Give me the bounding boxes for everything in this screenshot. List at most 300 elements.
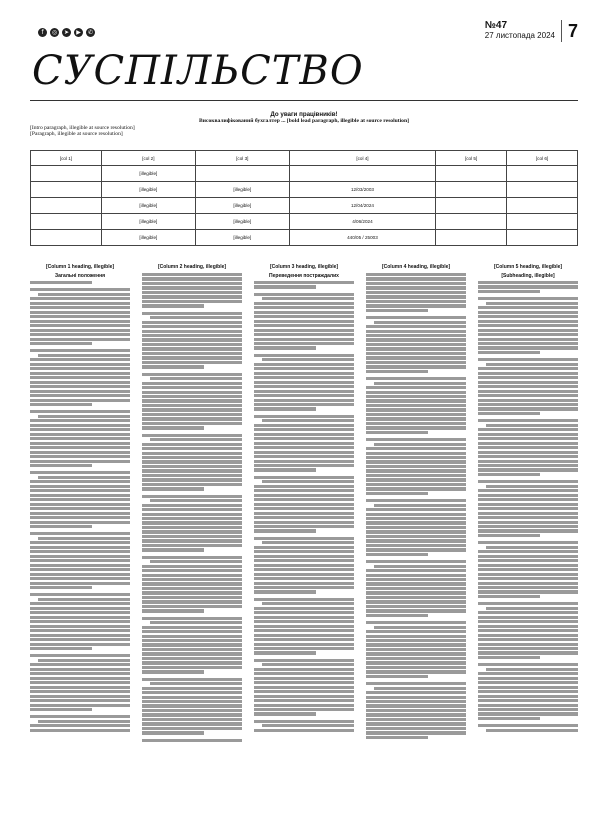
intro-paragraph: [Paragraph, illegible at source resolution] bbox=[30, 131, 123, 138]
text-line bbox=[478, 376, 578, 379]
text-line bbox=[254, 329, 354, 332]
column-body bbox=[366, 273, 466, 739]
table-header-cell: [col 2] bbox=[101, 151, 195, 166]
text-line bbox=[142, 391, 242, 394]
text-line bbox=[142, 361, 242, 364]
text-line bbox=[478, 512, 578, 515]
text-line bbox=[478, 651, 578, 654]
text-line bbox=[366, 569, 466, 572]
text-line bbox=[142, 704, 242, 707]
text-line bbox=[254, 446, 354, 449]
text-line bbox=[366, 277, 466, 280]
text-line bbox=[478, 521, 578, 524]
text-line bbox=[478, 625, 578, 628]
text-line bbox=[30, 302, 130, 305]
text-line bbox=[254, 720, 354, 723]
text-line bbox=[254, 507, 354, 510]
text-line bbox=[366, 530, 466, 533]
text-line bbox=[374, 687, 466, 690]
text-line bbox=[478, 433, 578, 436]
text-line bbox=[478, 677, 578, 680]
text-line bbox=[262, 358, 354, 361]
text-line bbox=[262, 663, 354, 666]
text-line bbox=[254, 672, 354, 675]
text-line bbox=[366, 578, 466, 581]
text-line bbox=[142, 291, 242, 294]
text-line bbox=[142, 643, 242, 646]
text-line bbox=[366, 517, 466, 520]
text-line bbox=[142, 582, 242, 585]
column-heading: [Column 5 heading, illegible] bbox=[493, 264, 563, 270]
text-line bbox=[30, 455, 130, 458]
text-line bbox=[366, 334, 466, 337]
text-line bbox=[30, 677, 130, 680]
text-line bbox=[38, 659, 130, 662]
table-cell: 440/05 / 25003 bbox=[289, 230, 435, 246]
text-line bbox=[142, 556, 242, 559]
text-line bbox=[30, 573, 130, 576]
text-line bbox=[254, 564, 354, 567]
text-line bbox=[478, 699, 578, 702]
text-line bbox=[366, 722, 466, 725]
column-subheading: Загальні положення bbox=[54, 273, 106, 279]
text-line bbox=[478, 550, 578, 553]
text-line bbox=[142, 495, 242, 498]
text-line bbox=[254, 306, 354, 309]
text-line bbox=[478, 489, 578, 492]
text-line bbox=[38, 354, 130, 357]
table-header-cell: [col 4] bbox=[289, 151, 435, 166]
text-line bbox=[478, 503, 578, 506]
text-line bbox=[142, 727, 242, 730]
text-line bbox=[254, 529, 316, 532]
text-line bbox=[142, 413, 242, 416]
text-line bbox=[30, 385, 130, 388]
text-line bbox=[486, 424, 578, 427]
column-heading: [Column 2 heading, illegible] bbox=[157, 264, 227, 270]
text-line bbox=[142, 544, 242, 547]
text-line bbox=[30, 433, 130, 436]
text-line bbox=[366, 591, 466, 594]
text-line bbox=[30, 399, 130, 402]
text-line bbox=[254, 363, 354, 366]
text-line bbox=[30, 464, 92, 467]
text-line bbox=[142, 713, 242, 716]
text-line bbox=[142, 591, 242, 594]
text-line bbox=[366, 605, 466, 608]
text-line bbox=[478, 385, 578, 388]
text-line bbox=[142, 460, 242, 463]
text-line bbox=[142, 504, 242, 507]
table-cell: [illegible] bbox=[101, 182, 195, 198]
text-line bbox=[478, 285, 578, 288]
text-line bbox=[30, 394, 130, 397]
text-line bbox=[366, 657, 466, 660]
text-line bbox=[366, 630, 466, 633]
text-line bbox=[366, 675, 428, 678]
text-line bbox=[366, 508, 466, 511]
text-line bbox=[30, 428, 130, 431]
text-line bbox=[30, 647, 92, 650]
text-line bbox=[366, 395, 466, 398]
column-subheading: Переведення постраждалих bbox=[269, 273, 339, 279]
article-columns bbox=[30, 262, 578, 822]
text-line bbox=[366, 548, 466, 551]
text-line bbox=[254, 559, 354, 562]
text-line bbox=[142, 295, 242, 298]
text-line bbox=[142, 395, 242, 398]
text-line bbox=[150, 499, 242, 502]
text-line bbox=[30, 338, 130, 341]
text-line bbox=[142, 539, 242, 542]
table-cell: [illegible] bbox=[195, 230, 289, 246]
text-line bbox=[366, 300, 466, 303]
text-line bbox=[478, 656, 540, 659]
text-line bbox=[142, 426, 204, 429]
text-line bbox=[30, 634, 130, 637]
text-line bbox=[142, 399, 242, 402]
text-line bbox=[478, 573, 578, 576]
text-line bbox=[478, 338, 578, 341]
text-line bbox=[30, 349, 130, 352]
text-line bbox=[478, 498, 578, 501]
table-cell: 12/04/2024 bbox=[289, 198, 435, 214]
text-line bbox=[142, 286, 242, 289]
text-line bbox=[142, 652, 242, 655]
text-line bbox=[478, 595, 540, 598]
text-line bbox=[142, 661, 242, 664]
text-line bbox=[366, 670, 466, 673]
text-line bbox=[254, 638, 354, 641]
text-line bbox=[142, 474, 242, 477]
facebook-icon: f bbox=[38, 28, 47, 37]
text-line bbox=[478, 480, 578, 483]
text-line bbox=[486, 729, 578, 732]
text-line bbox=[478, 634, 578, 637]
social-icons bbox=[38, 28, 95, 37]
text-line bbox=[366, 544, 466, 547]
text-line bbox=[478, 464, 578, 467]
text-line bbox=[254, 476, 354, 479]
text-line bbox=[478, 555, 578, 558]
text-line bbox=[478, 672, 578, 675]
text-line bbox=[142, 587, 242, 590]
text-line bbox=[478, 616, 578, 619]
text-line bbox=[30, 410, 130, 413]
text-line bbox=[30, 451, 130, 454]
text-line bbox=[254, 489, 354, 492]
text-line bbox=[254, 451, 354, 454]
issue-number: №47 bbox=[484, 20, 508, 31]
text-line bbox=[254, 385, 354, 388]
text-line bbox=[366, 682, 466, 685]
text-line bbox=[478, 686, 578, 689]
text-line bbox=[478, 419, 578, 422]
text-line bbox=[366, 648, 466, 651]
text-line bbox=[142, 569, 242, 572]
text-line bbox=[30, 532, 130, 535]
text-line bbox=[30, 372, 130, 375]
text-line bbox=[30, 625, 130, 628]
text-line bbox=[478, 582, 578, 585]
text-line bbox=[142, 300, 242, 303]
table-row bbox=[31, 166, 578, 182]
text-line bbox=[254, 550, 354, 553]
text-line bbox=[30, 311, 130, 314]
table-row bbox=[31, 214, 578, 230]
text-line bbox=[142, 338, 242, 341]
text-line bbox=[254, 712, 316, 715]
text-line bbox=[30, 471, 130, 474]
text-line bbox=[478, 681, 578, 684]
text-line bbox=[30, 507, 130, 510]
text-line bbox=[366, 295, 466, 298]
text-line bbox=[142, 666, 242, 669]
text-line bbox=[478, 620, 578, 623]
table-cell: 12/03/2003 bbox=[289, 182, 435, 198]
text-line bbox=[142, 365, 204, 368]
text-line bbox=[30, 729, 130, 732]
text-line bbox=[30, 324, 130, 327]
text-line bbox=[478, 647, 578, 650]
text-line bbox=[254, 582, 354, 585]
text-line bbox=[142, 696, 242, 699]
text-line bbox=[254, 708, 354, 711]
text-line bbox=[366, 666, 466, 669]
text-line bbox=[254, 424, 354, 427]
text-line bbox=[366, 609, 466, 612]
text-line bbox=[254, 668, 354, 671]
text-line bbox=[142, 443, 242, 446]
table-header-cell: [col 6] bbox=[507, 151, 578, 166]
text-line bbox=[142, 373, 242, 376]
text-line bbox=[254, 320, 354, 323]
text-line bbox=[366, 499, 466, 502]
table-cell: [illegible] bbox=[101, 214, 195, 230]
text-line bbox=[478, 333, 578, 336]
text-line bbox=[366, 431, 428, 434]
table-cell: [illegible] bbox=[195, 214, 289, 230]
text-line bbox=[142, 434, 242, 437]
text-line bbox=[254, 455, 354, 458]
text-line bbox=[254, 437, 354, 440]
text-line bbox=[366, 704, 466, 707]
text-line bbox=[366, 487, 466, 490]
text-line bbox=[254, 598, 354, 601]
text-line bbox=[254, 607, 354, 610]
text-line bbox=[30, 704, 130, 707]
text-line bbox=[366, 452, 466, 455]
text-line bbox=[254, 281, 354, 284]
text-line bbox=[254, 442, 354, 445]
table-row bbox=[31, 182, 578, 198]
text-line bbox=[30, 629, 130, 632]
text-line bbox=[478, 460, 578, 463]
issue-date: 27 листопада 2024 bbox=[484, 31, 555, 40]
column-body bbox=[142, 273, 242, 742]
table-cell bbox=[31, 166, 102, 182]
text-line bbox=[142, 513, 242, 516]
text-line bbox=[254, 686, 354, 689]
text-line bbox=[254, 285, 316, 288]
text-line bbox=[478, 507, 578, 510]
text-line bbox=[142, 277, 242, 280]
text-line bbox=[30, 607, 130, 610]
text-line bbox=[254, 521, 354, 524]
text-line bbox=[30, 460, 130, 463]
text-line bbox=[142, 347, 242, 350]
text-line bbox=[30, 424, 130, 427]
text-line bbox=[478, 381, 578, 384]
text-line bbox=[366, 422, 466, 425]
text-line bbox=[142, 605, 242, 608]
text-line bbox=[254, 573, 354, 576]
text-line bbox=[254, 611, 354, 614]
text-line bbox=[30, 654, 130, 657]
text-line bbox=[254, 643, 354, 646]
text-line bbox=[366, 526, 466, 529]
text-line bbox=[366, 635, 466, 638]
text-line bbox=[30, 315, 130, 318]
text-line bbox=[478, 541, 578, 544]
text-line bbox=[262, 724, 354, 727]
text-line bbox=[366, 483, 466, 486]
text-line bbox=[366, 643, 466, 646]
article-column-3 bbox=[254, 262, 354, 822]
text-line bbox=[366, 596, 466, 599]
text-line bbox=[254, 342, 354, 345]
text-line bbox=[30, 690, 130, 693]
text-line bbox=[478, 403, 578, 406]
text-line bbox=[30, 586, 92, 589]
text-line bbox=[30, 686, 130, 689]
text-line bbox=[486, 546, 578, 549]
text-line bbox=[254, 394, 354, 397]
text-line bbox=[142, 687, 242, 690]
text-line bbox=[142, 487, 204, 490]
text-line bbox=[254, 346, 316, 349]
text-line bbox=[30, 446, 130, 449]
text-line bbox=[366, 325, 466, 328]
text-line bbox=[366, 521, 466, 524]
text-line bbox=[142, 630, 242, 633]
issue-info bbox=[485, 20, 578, 42]
text-line bbox=[366, 370, 428, 373]
text-line bbox=[30, 541, 130, 544]
text-line bbox=[30, 306, 130, 309]
text-line bbox=[142, 548, 204, 551]
text-line bbox=[478, 724, 578, 727]
text-line bbox=[30, 546, 130, 549]
text-line bbox=[366, 474, 466, 477]
text-line bbox=[142, 657, 242, 660]
text-line bbox=[142, 526, 242, 529]
text-line bbox=[478, 281, 578, 284]
text-line bbox=[478, 577, 578, 580]
text-line bbox=[374, 565, 466, 568]
viber-icon: ✆ bbox=[87, 29, 94, 36]
text-line bbox=[366, 614, 428, 617]
text-line bbox=[142, 670, 204, 673]
text-line bbox=[30, 390, 130, 393]
text-line bbox=[366, 736, 428, 739]
text-line bbox=[254, 315, 354, 318]
text-line bbox=[30, 616, 130, 619]
text-line bbox=[142, 678, 242, 681]
text-line bbox=[366, 377, 466, 380]
text-line bbox=[30, 564, 130, 567]
text-line bbox=[142, 530, 242, 533]
text-line bbox=[30, 503, 130, 506]
text-line bbox=[366, 709, 466, 712]
text-line bbox=[478, 358, 578, 361]
text-line bbox=[142, 739, 242, 742]
text-line bbox=[30, 480, 130, 483]
text-line bbox=[30, 320, 130, 323]
table-cell bbox=[507, 182, 578, 198]
text-line bbox=[366, 696, 466, 699]
table-header-cell: [col 1] bbox=[31, 151, 102, 166]
header-divider bbox=[30, 100, 578, 101]
table-cell bbox=[436, 198, 507, 214]
text-line bbox=[478, 708, 578, 711]
table-cell bbox=[31, 182, 102, 198]
text-line bbox=[142, 731, 204, 734]
text-line bbox=[254, 616, 354, 619]
text-line bbox=[254, 546, 354, 549]
article-column-1 bbox=[30, 262, 130, 822]
text-line bbox=[30, 521, 130, 524]
text-line bbox=[30, 489, 130, 492]
text-line bbox=[366, 338, 466, 341]
text-line bbox=[254, 729, 354, 732]
text-line bbox=[478, 394, 578, 397]
text-line bbox=[478, 717, 540, 720]
text-line bbox=[478, 529, 578, 532]
text-line bbox=[366, 469, 466, 472]
text-line bbox=[374, 321, 466, 324]
text-line bbox=[366, 413, 466, 416]
text-line bbox=[478, 428, 578, 431]
text-line bbox=[366, 286, 466, 289]
text-line bbox=[142, 691, 242, 694]
text-line bbox=[30, 297, 130, 300]
text-line bbox=[254, 390, 354, 393]
section-title: СУСПІЛЬСТВО bbox=[32, 48, 364, 94]
text-line bbox=[374, 382, 466, 385]
text-line bbox=[366, 304, 466, 307]
table-cell bbox=[31, 198, 102, 214]
text-line bbox=[30, 498, 130, 501]
text-line bbox=[142, 578, 242, 581]
text-line bbox=[142, 404, 242, 407]
text-line bbox=[38, 293, 130, 296]
text-line bbox=[254, 537, 354, 540]
text-line bbox=[366, 291, 466, 294]
text-line bbox=[30, 329, 130, 332]
text-line bbox=[478, 468, 578, 471]
text-line bbox=[30, 681, 130, 684]
text-line bbox=[30, 611, 130, 614]
text-line bbox=[142, 469, 242, 472]
table-cell: [illegible] bbox=[101, 166, 195, 182]
text-line bbox=[478, 367, 578, 370]
text-line bbox=[142, 452, 242, 455]
text-line bbox=[30, 643, 130, 646]
text-line bbox=[262, 480, 354, 483]
text-line bbox=[30, 602, 130, 605]
text-line bbox=[366, 731, 466, 734]
